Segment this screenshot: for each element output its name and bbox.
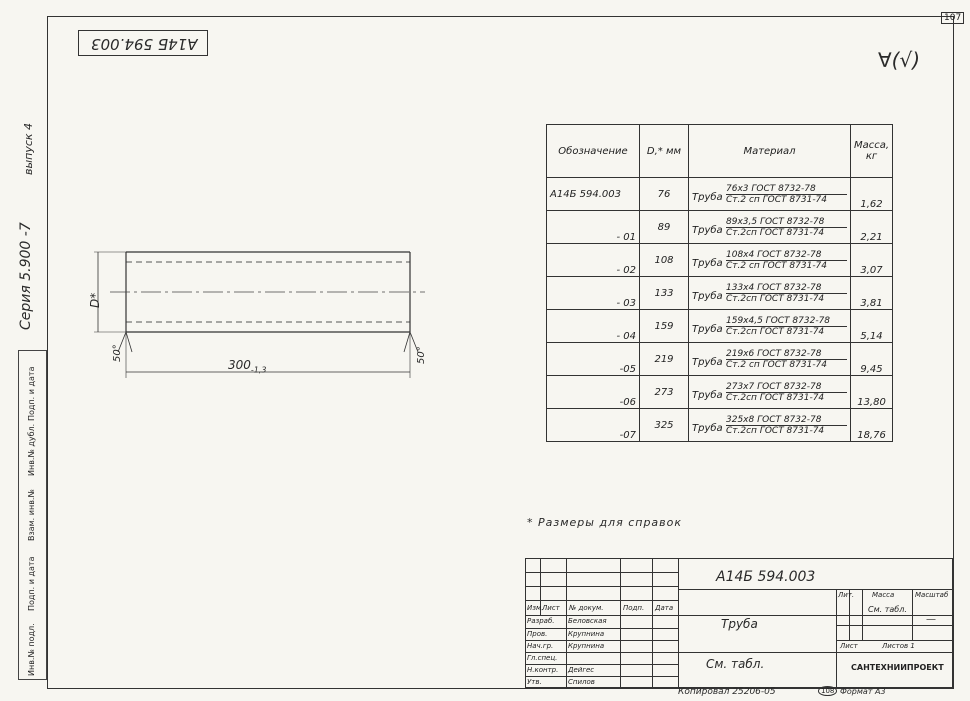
table-row <box>547 376 893 409</box>
row-material <box>689 376 851 409</box>
row-mass: 3,81 <box>851 277 893 310</box>
stamp-code-box <box>78 30 208 56</box>
row-mass: 18,76 <box>851 409 893 442</box>
mat-line2: Ст.2 сп ГОСТ 8731-74 <box>726 260 828 271</box>
table-row <box>547 277 893 310</box>
chamfer-left: 50° <box>112 344 123 362</box>
tb-name: Труба <box>721 617 758 631</box>
mat-prefix: Труба <box>692 389 723 401</box>
row-mass: 1,62 <box>851 178 893 211</box>
tb-role: Гл.спец. <box>527 654 558 662</box>
header-material: Материал <box>689 125 851 178</box>
tb-rev-date: Дата <box>655 604 674 612</box>
row-material <box>689 178 851 211</box>
tb-role: Пров. <box>527 630 548 638</box>
tb-org: САНТЕХНИИПРОЕКТ <box>851 663 944 672</box>
mat-line2: Ст.2сп ГОСТ 8731-74 <box>726 425 825 436</box>
tb-col-mass: Масса <box>872 591 895 599</box>
row-material <box>689 211 851 244</box>
row-code: А14Б 594.003 <box>547 178 640 211</box>
row-code: - 03 <box>547 277 640 310</box>
mat-prefix: Труба <box>692 290 723 302</box>
tb-person: Беловская <box>568 617 607 625</box>
format-circle: 108 <box>818 686 837 696</box>
row-code: -07 <box>547 409 640 442</box>
tb-person: Дейгес <box>568 666 595 674</box>
tb-sheets: Листов 1 <box>882 642 915 650</box>
length-label <box>228 358 267 374</box>
spec-table <box>546 124 893 442</box>
table-row <box>547 409 893 442</box>
mat-line2: Ст.2сп ГОСТ 8731-74 <box>726 392 825 403</box>
tb-role: Утв. <box>527 678 542 686</box>
tb-person: Крупнина <box>568 642 605 650</box>
mat-line2: Ст.2сп ГОСТ 8731-74 <box>726 326 825 337</box>
row-d: 273 <box>640 376 689 409</box>
tb-rev-izm: Изм. <box>527 604 544 612</box>
row-material <box>689 310 851 343</box>
roughness-mark: ∀(√) <box>878 48 921 72</box>
row-d: 108 <box>640 244 689 277</box>
mat-line1: 325х8 ГОСТ 8732-78 <box>726 415 847 426</box>
table-row <box>547 310 893 343</box>
tb-person: Спилов <box>568 678 595 686</box>
row-material <box>689 277 851 310</box>
mat-prefix: Труба <box>692 191 723 203</box>
mat-line2: Ст.2сп ГОСТ 8731-74 <box>726 227 825 238</box>
mat-line1: 76х3 ГОСТ 8732-78 <box>726 184 847 195</box>
header-mass: Масса, кг <box>851 125 893 178</box>
tb-role: Нач.гр. <box>527 642 554 650</box>
tb-role: Разраб. <box>527 617 555 625</box>
tb-scale-val: — <box>926 614 936 625</box>
table-row <box>547 211 893 244</box>
tb-sheet: Лист <box>840 642 858 650</box>
series-issue: выпуск 4 <box>22 122 35 175</box>
title-block <box>525 558 953 688</box>
row-d: 89 <box>640 211 689 244</box>
tb-rev-doc: № докум. <box>569 604 604 612</box>
row-d: 219 <box>640 343 689 376</box>
copy-note: Копировал 25206-05 <box>678 687 776 697</box>
tb-mass-val: См. табл. <box>868 605 907 614</box>
row-d: 76 <box>640 178 689 211</box>
tb-col-scale: Масштаб <box>915 591 949 599</box>
length-tol: -1,3 <box>250 365 267 375</box>
row-mass: 5,14 <box>851 310 893 343</box>
row-material <box>689 409 851 442</box>
row-code: - 02 <box>547 244 640 277</box>
row-material <box>689 244 851 277</box>
stamp-code: А14Б 594.003 <box>91 35 198 53</box>
footnote: * Размеры для справок <box>527 516 683 529</box>
table-row <box>547 343 893 376</box>
mat-prefix: Труба <box>692 323 723 335</box>
mat-line1: 159х4,5 ГОСТ 8732-78 <box>726 316 847 327</box>
length-value: 300 <box>228 358 251 372</box>
mat-line2: Ст.2 сп ГОСТ 8731-74 <box>726 359 828 370</box>
row-mass: 2,21 <box>851 211 893 244</box>
side-col-3: Взам. инв.№ <box>27 489 36 541</box>
row-code: -06 <box>547 376 640 409</box>
mat-line2: Ст.2сп ГОСТ 8731-74 <box>726 293 825 304</box>
mat-line2: Ст.2 сп ГОСТ 8731-74 <box>726 194 828 205</box>
header-designation: Обозначение <box>547 125 640 178</box>
tb-sub: См. табл. <box>706 657 765 671</box>
row-mass: 13,80 <box>851 376 893 409</box>
format-note: Формат А3 <box>840 687 886 696</box>
mat-line1: 89х3,5 ГОСТ 8732-78 <box>726 217 847 228</box>
page-number: 107 <box>941 12 964 24</box>
tb-rev-sign: Подп. <box>623 604 645 612</box>
tb-person: Крупнина <box>568 630 605 638</box>
mat-prefix: Труба <box>692 422 723 434</box>
side-col-1: Инв.№ подл. <box>27 623 36 676</box>
side-col-4: Инв.№ дубл. <box>27 423 36 476</box>
tb-role: Н.контр. <box>527 666 559 674</box>
row-mass: 3,07 <box>851 244 893 277</box>
row-code: - 01 <box>547 211 640 244</box>
row-code: -05 <box>547 343 640 376</box>
mat-prefix: Труба <box>692 356 723 368</box>
row-code: - 04 <box>547 310 640 343</box>
header-diameter: D,* мм <box>640 125 689 178</box>
row-d: 159 <box>640 310 689 343</box>
mat-line1: 133х4 ГОСТ 8732-78 <box>726 283 847 294</box>
side-col-2: Подп. и дата <box>27 556 36 611</box>
row-d: 133 <box>640 277 689 310</box>
table-header-row <box>547 125 893 178</box>
side-columns <box>18 350 47 680</box>
row-d: 325 <box>640 409 689 442</box>
mat-prefix: Труба <box>692 224 723 236</box>
row-mass: 9,45 <box>851 343 893 376</box>
table-row <box>547 244 893 277</box>
row-material <box>689 343 851 376</box>
side-col-5: Подп. и дата <box>27 366 36 421</box>
mat-line1: 273х7 ГОСТ 8732-78 <box>726 382 847 393</box>
series-label: Серия 5.900 -7 <box>18 222 34 330</box>
tb-rev-list: Лист <box>542 604 560 612</box>
tb-designation: А14Б 594.003 <box>716 569 816 585</box>
table-row <box>547 178 893 211</box>
mat-line1: 108х4 ГОСТ 8732-78 <box>726 250 847 261</box>
mat-prefix: Труба <box>692 257 723 269</box>
mat-line1: 219х6 ГОСТ 8732-78 <box>726 349 847 360</box>
tb-col-lit: Лит. <box>838 591 855 599</box>
chamfer-right: 50° <box>416 346 427 364</box>
dia-label: D* <box>88 292 102 308</box>
